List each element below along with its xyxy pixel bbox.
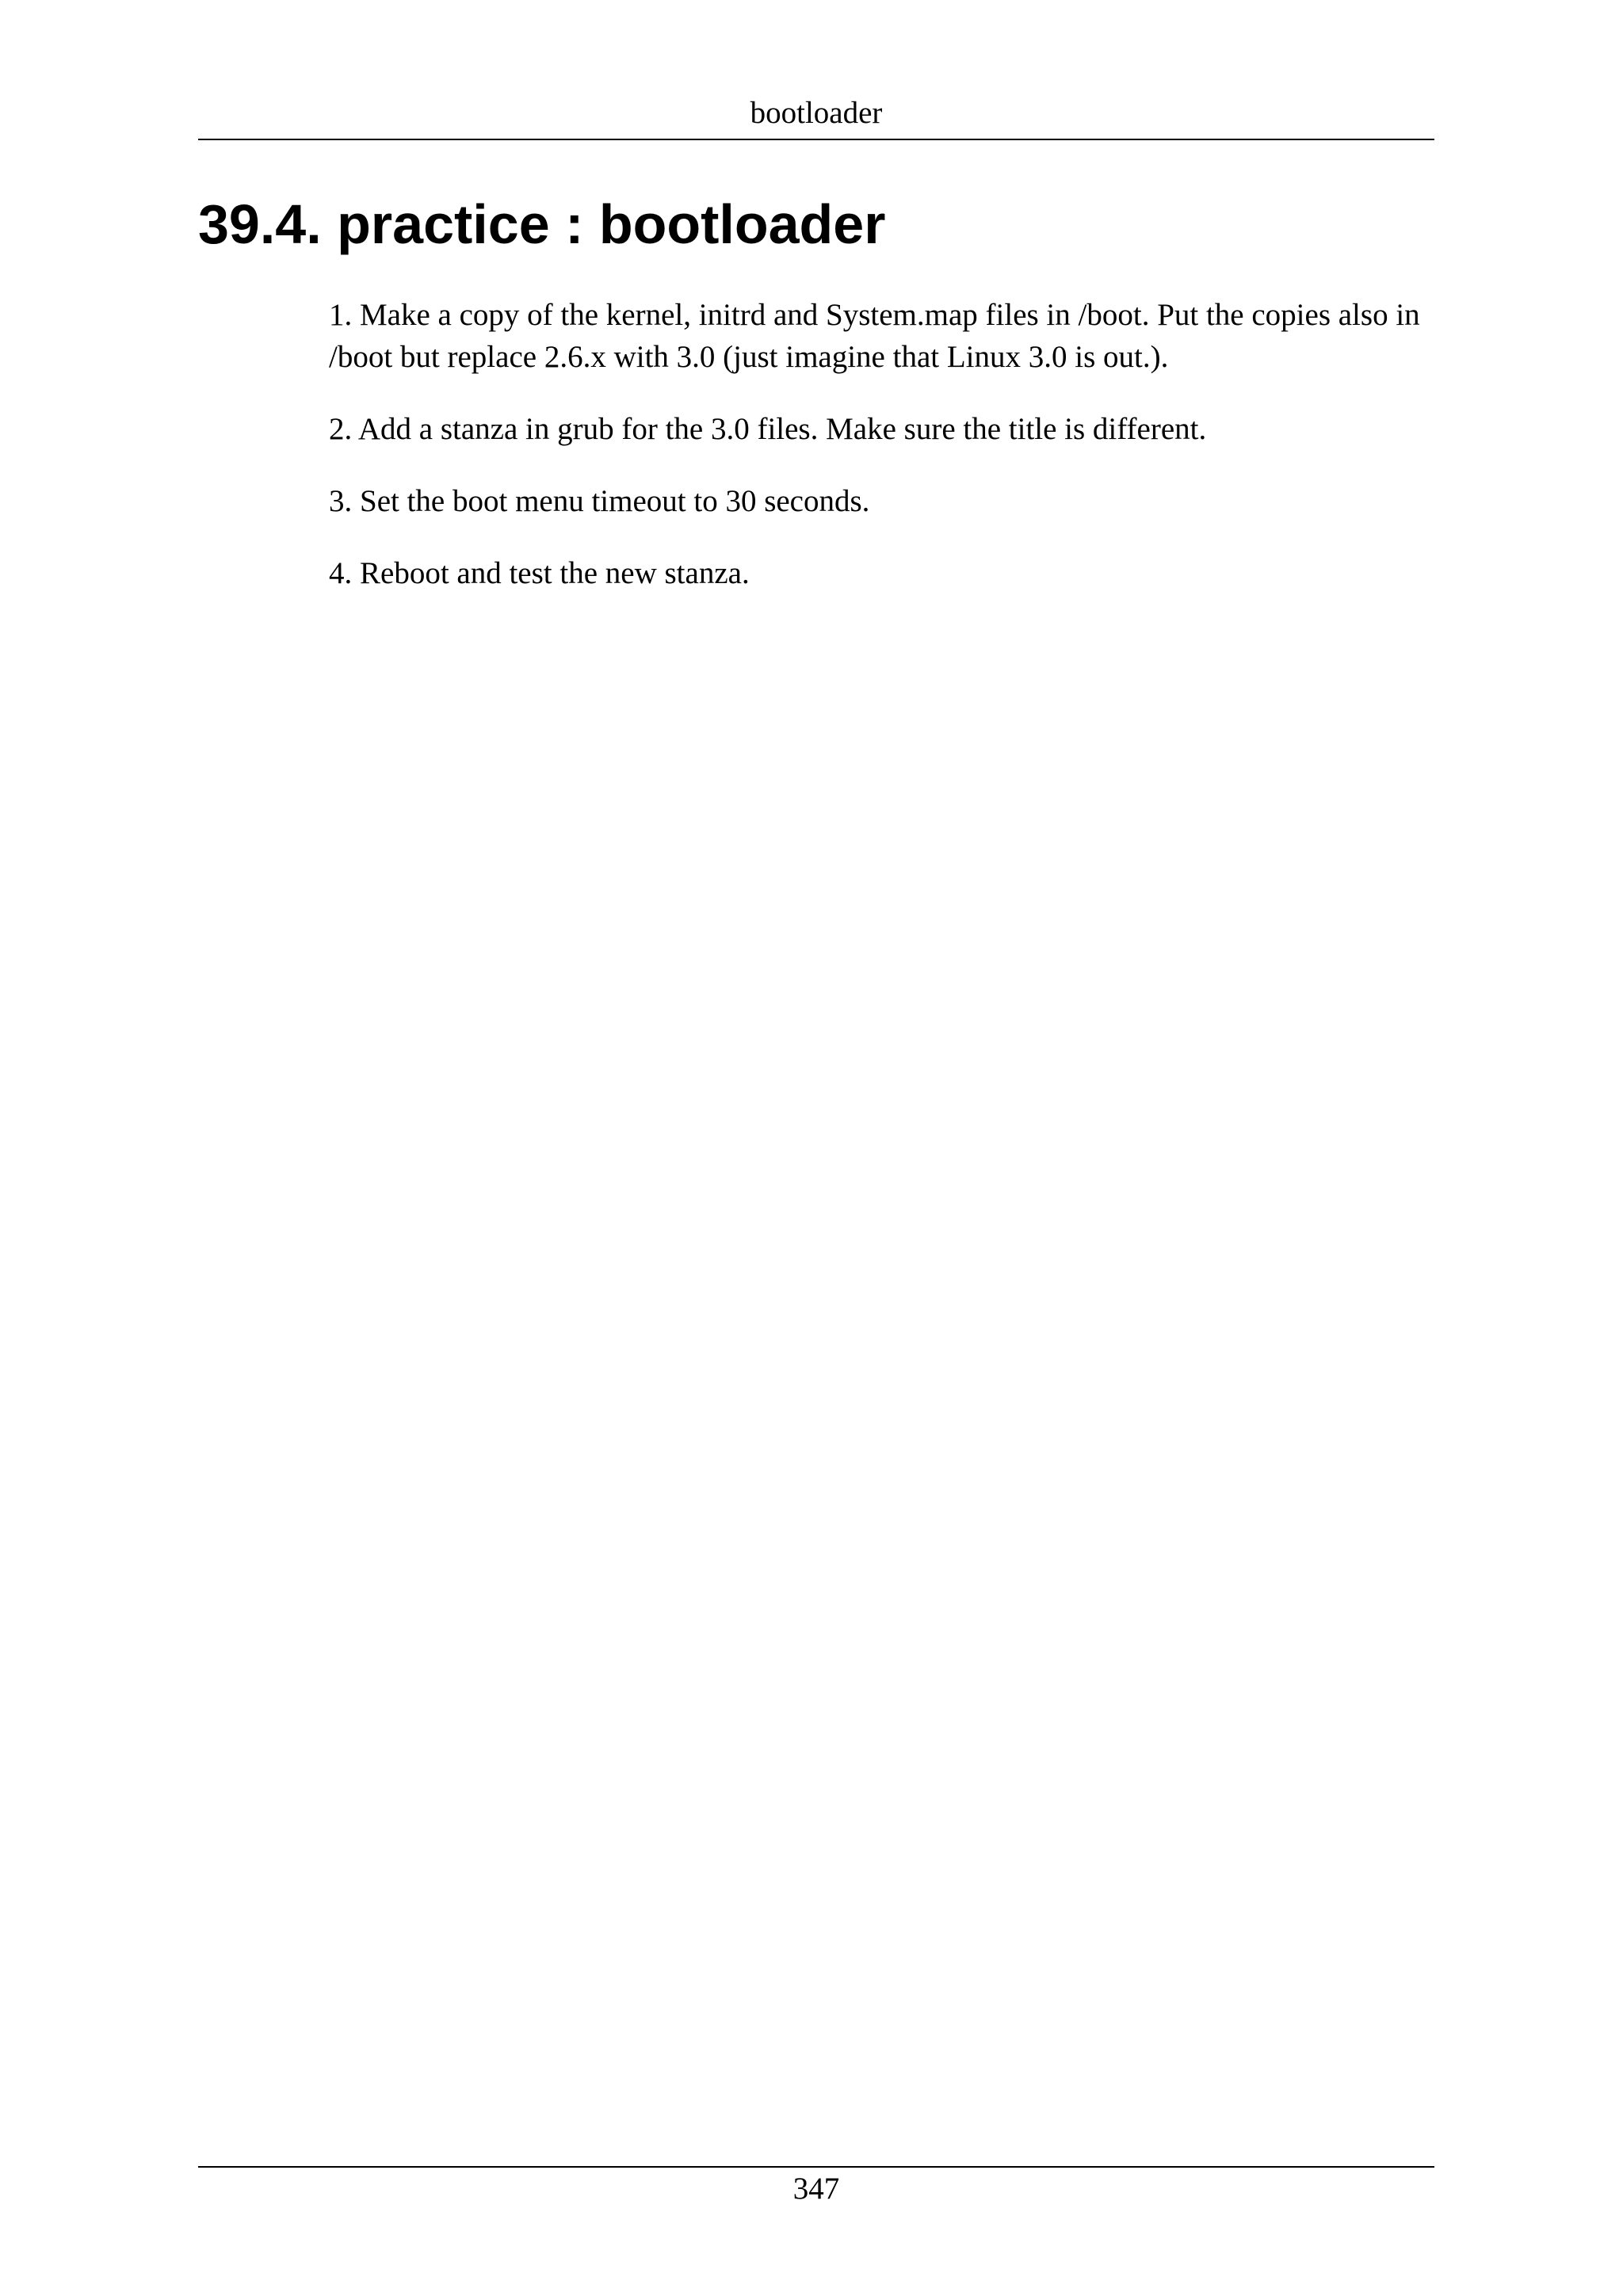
footer-rule (198, 2166, 1434, 2168)
running-header: bootloader (750, 96, 883, 130)
step-item: 2. Add a stanza in grub for the 3.0 files. Make sure the title is different. (329, 412, 1207, 446)
section-title: 39.4. practice : bootloader (198, 193, 886, 255)
practice-steps (329, 294, 1438, 624)
page-number: 347 (792, 2172, 840, 2206)
step-item: 1. Make a copy of the kernel, initrd and System.map files in /boot. Put the copies also in /boot but replace 2.6.x with 3.0 (just imagine that Linux 3.0 is out.). (329, 298, 1420, 374)
header-rule (198, 139, 1434, 140)
step-item: 3. Set the boot menu timeout to 30 seconds. (329, 484, 870, 518)
step-item: 4. Reboot and test the new stanza. (329, 556, 750, 590)
